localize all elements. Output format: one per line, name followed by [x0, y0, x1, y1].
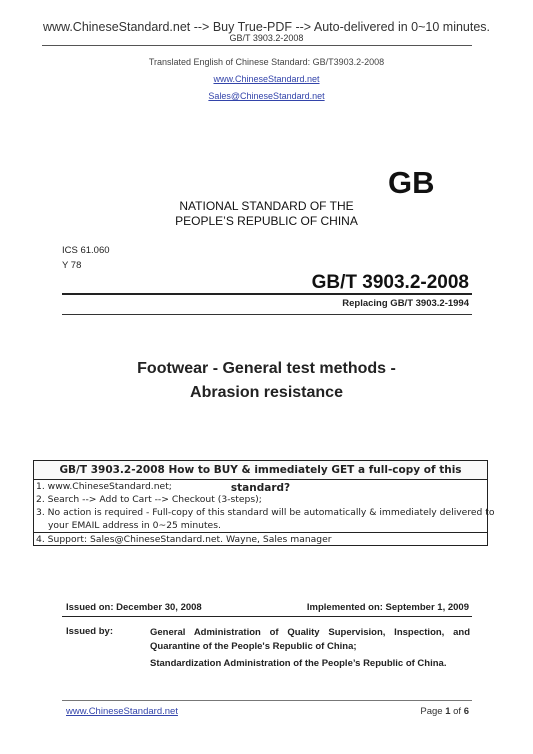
issuer-1-line1: General Administration of Quality Supervision, Inspection, and	[150, 627, 470, 638]
replacing-note: Replacing GB/T 3903.2-1994	[342, 298, 469, 309]
buy-instructions-box	[33, 460, 495, 546]
email-link-wrapper	[0, 91, 533, 101]
translated-note: Translated English of Chinese Standard: GB/T3903.2-2008	[148, 57, 385, 67]
document-title-line1: Footwear - General test methods -	[137, 360, 396, 377]
dates-rule	[62, 616, 472, 617]
page-mid: of	[450, 706, 464, 717]
site-link[interactable]: www.ChineseStandard.net	[213, 74, 320, 84]
standard-number: GB/T 3903.2-2008	[311, 272, 469, 293]
buy-step-2: 2. Search --> Add to Cart --> Checkout (3-steps);	[36, 494, 262, 505]
ics-code: ICS 61.060	[62, 245, 110, 256]
header-divider	[42, 45, 472, 46]
page-prefix: Page	[420, 706, 446, 717]
site-link-wrapper	[0, 74, 533, 84]
thick-rule	[62, 293, 472, 295]
buy-box-heading: GB/T 3903.2-2008 How to BUY & immediately GET a full-copy of this standard?	[34, 461, 487, 480]
footer-link-wrapper	[66, 706, 178, 717]
header-promo-line: www.ChineseStandard.net --> Buy True-PDF --> Auto-delivered in 0~10 minutes.	[42, 20, 491, 34]
footer-site-link[interactable]: www.ChineseStandard.net	[66, 706, 178, 717]
footer-divider	[62, 700, 472, 701]
document-title-line2: Abrasion resistance	[190, 384, 343, 401]
page-indicator	[420, 706, 469, 717]
issuer-2: Standardization Administration of the People’s Republic of China.	[150, 658, 447, 669]
gb-mark: GB	[388, 165, 435, 200]
classification-code: Y 78	[62, 260, 82, 271]
buy-step-3-continued: your EMAIL address in 0~25 minutes.	[48, 520, 221, 531]
buy-step-3: 3. No action is required - Full-copy of this standard will be automatically & immediately delivered to	[36, 507, 495, 518]
page-total: 6	[463, 706, 469, 717]
email-link[interactable]: Sales@ChineseStandard.net	[208, 91, 325, 101]
page-current: 1	[445, 706, 451, 717]
national-standard-line2: PEOPLE’S REPUBLIC OF CHINA	[175, 214, 358, 228]
issued-on-date: Issued on: December 30, 2008	[66, 602, 202, 613]
thin-rule	[62, 314, 472, 315]
buy-step-4: 4. Support: Sales@ChineseStandard.net. Wayne, Sales manager	[34, 532, 487, 546]
header-standard-number: GB/T 3903.2-2008	[229, 33, 304, 43]
issued-by-label: Issued by:	[66, 626, 113, 637]
national-standard-line1: NATIONAL STANDARD OF THE	[179, 199, 354, 213]
implemented-on-date: Implemented on: September 1, 2009	[306, 602, 469, 613]
issuer-1-line2: Quarantine of the People's Republic of China;	[150, 641, 357, 652]
buy-step-1: 1. www.ChineseStandard.net;	[36, 481, 172, 492]
